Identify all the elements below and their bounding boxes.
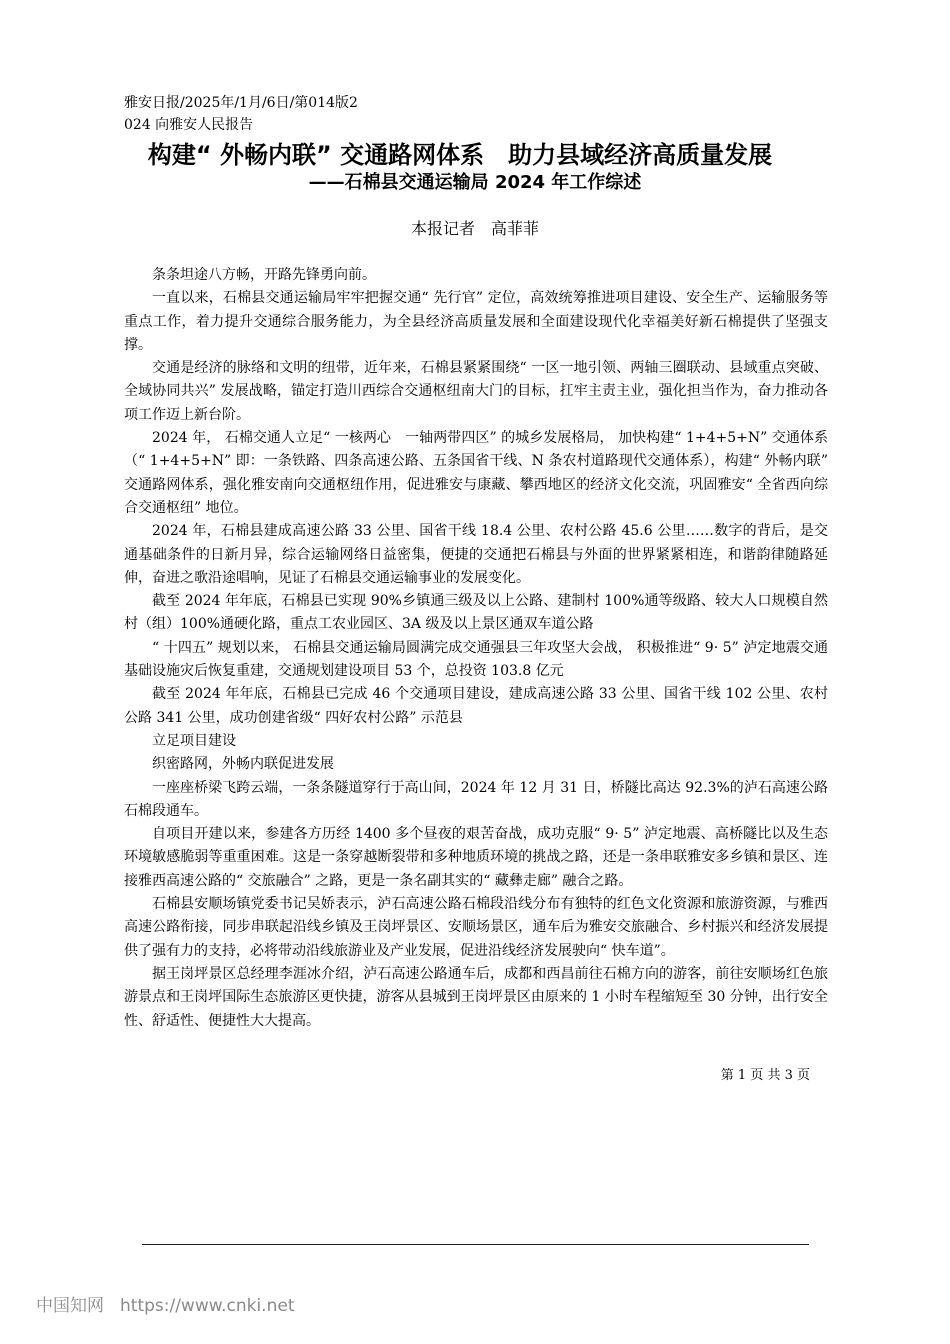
cnki-watermark [36, 1294, 310, 1318]
article-byline: 本报记者 高菲菲 [410, 219, 539, 238]
section-heading: 立足项目建设 [152, 732, 236, 749]
paragraph: 石棉县安顺场镇党委书记吴娇表示，泸石高速公路石棉段沿线分布有独特的红色文化资源和旅游资源，与雅西高速公路衔接，同步串联起沿线乡镇及王岗坪景区、安顺场景区，通车后为雅安交旅融合、乡村振兴和经济发展提供了强有力的支持，必将带动沿线旅游业及产业发展，促进沿线经济发展驶向“ 快车道”。 [124, 896, 828, 959]
paragraph: 截至 2024 年年底，石棉县已实现 90%乡镇通三级及以上公路、建制村 100%通等级路、较大人口规模自然村（组）100%通硬化路，重点工农业园区、3A 级及以上景区通双车道公路 [124, 593, 828, 633]
paragraph: 一直以来，石棉县交通运输局牢牢把握交通“ 先行官” 定位，高效统筹推进项目建设、安全生产、运输服务等重点工作，着力提升交通综合服务能力，为全县经济高质量发展和全面建设现代化幸福美好新石棉提供了坚强支撑。 [124, 290, 828, 353]
paragraph: 条条坦途八方畅，开路先锋勇向前。 [152, 267, 376, 283]
page-number: 第 1 页 共 3 页 [720, 1068, 810, 1083]
paragraph: 2024 年，石棉县建成高速公路 33 公里、国省干线 18.4 公里、农村公路 45.6 公里……数字的背后，是交通基础条件的日新月异，综合运输网络日益密集，便捷的交通把石棉县与外面的世界紧紧相连，和谐韵律随路延伸，奋进之歌沿途唱响，见证了石棉县交通运输事业的发展变化。 [124, 523, 828, 586]
newspaper-source: 雅安日报/2025年/1月/6日/第014版2024 向雅安人民报告 [124, 95, 358, 133]
paragraph: 自项目开建以来，参建各方历经 1400 多个昼夜的艰苦奋战，成功克服“ 9· 5” 泸定地震、高桥隧比以及生态环境敏感脆弱等重重困难。这是一条穿越断裂带和多种地质环境的挑战之路，还是一条串联雅安多乡镇和景区、连接雅西高速公路的“ 交旅融合” 之路，更是一条名副其实的“ 藏彝走廊” 融合之路。 [124, 826, 828, 889]
article-subtitle: ——石棉县交通运输局 2024 年工作综述 [308, 172, 642, 193]
footer-divider [142, 1244, 809, 1245]
section-subheading: 织密路网，外畅内联促进发展 [152, 756, 334, 773]
paragraph: 据王岗坪景区总经理李涯冰介绍，泸石高速公路通车后，成都和西昌前往石棉方向的游客，前往安顺场红色旅游景点和王岗坪国际生态旅游区更快捷，游客从县城到王岗坪景区由原来的 1 小时车程缩短至 30 分钟，出行安全性、舒适性、便捷性大大提高。 [124, 965, 828, 1029]
article-body [124, 264, 828, 1033]
watermark-url: https://www.cnki.net [120, 1296, 295, 1316]
watermark-site-name: 中国知网 [36, 1296, 104, 1316]
paragraph: 截至 2024 年年底，石棉县已完成 46 个交通项目建设，建成高速公路 33 公里、国省干线 102 公里、农村公路 341 公里，成功创建省级“ 四好农村公路” 示范县 [124, 686, 828, 726]
paragraph: 一座座桥梁飞跨云端，一条条隧道穿行于高山间，2024 年 12 月 31 日，桥隧比高达 92.3%的泸石高速公路石棉段通车。 [124, 779, 828, 819]
paragraph: “ 十四五” 规划以来， 石棉县交通运输局圆满完成交通强县三年攻坚大会战， 积极推进“ 9· 5” 泸定地震交通基础设施灾后恢复重建，交通规划建设项目 53 个，总投资 103.8 亿元 [124, 639, 828, 680]
paragraph: 2024 年， 石棉交通人立足“ 一核两心 一轴两带四区” 的城乡发展格局， 加快构建“ 1+4+5+N” 交通体系（“ 1+4+5+N” 即：一条铁路、四条高速公路、五条国省干线、N 条农村道路现代交通体系），构建“ 外畅内联” 交通路网体系，强化雅安南向交通枢纽作用，促进雅安与康藏、攀西地区的经济文化交流，巩固雅安“ 全省西向综合交通枢纽” 地位。 [124, 430, 828, 516]
paragraph: 交通是经济的脉络和文明的纽带，近年来，石棉县紧紧围绕“ 一区一地引领、两轴三圈联动、县域重点突破、全域协同共兴” 发展战略，锚定打造川西综合交通枢纽南大门的目标，扛牢主责主业，强化担当作为，奋力推动各项工作迈上新台阶。 [124, 360, 828, 423]
article-title: 构建“ 外畅内联” 交通路网体系 助力县域经济高质量发展 [147, 141, 773, 169]
